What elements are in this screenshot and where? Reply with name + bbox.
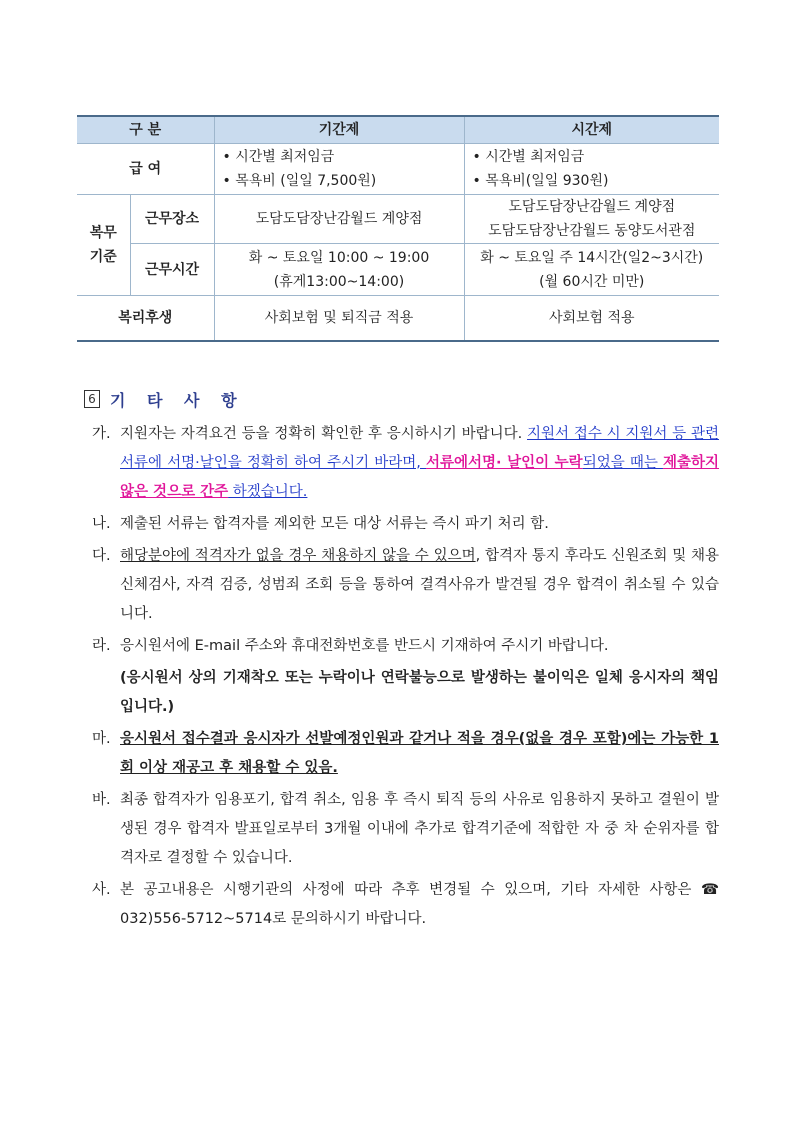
notice-list xyxy=(92,420,719,937)
table-row-workplace xyxy=(77,195,719,244)
workplace-fixed-term-cell: 도담도담장난감월드 계양점 xyxy=(214,195,464,244)
worktime-fixed-line-1: 화 ~ 토요일 10:00 ~ 19:00 xyxy=(248,249,430,266)
row-label-pay: 급 여 xyxy=(77,144,214,195)
pay-part-time-cell xyxy=(464,144,719,195)
worktime-fixed-term-cell xyxy=(214,244,464,296)
list-item-ba xyxy=(92,786,719,873)
pay-part-line-1: • 시간별 최저임금 xyxy=(472,149,585,165)
workplace-part-time-cell xyxy=(464,195,719,244)
workplace-part-line-2: 도담도담장난감월드 동양도서관점 xyxy=(488,223,696,239)
item-ga-text-5: 제출하지 않은 것으로 간주 xyxy=(120,455,719,500)
pay-fixed-term-cell xyxy=(214,144,464,195)
item-ga-text-6: 하겠습니다. xyxy=(228,484,308,500)
welfare-part-time-cell: 사회보험 적용 xyxy=(464,296,719,342)
item-ra-note-text: (응시원서 상의 기재착오 또는 누락이나 연락불능으로 발생하는 불이익은 일체 응시자의 책임입니다.) xyxy=(120,670,719,715)
header-part-time: 시간제 xyxy=(464,116,719,144)
list-item-na xyxy=(92,510,719,539)
telephone-icon: ☎ xyxy=(700,882,719,898)
list-item-ra xyxy=(92,632,719,661)
item-marker: 가. xyxy=(92,426,111,442)
section-title: 기 타 사 항 xyxy=(110,390,245,410)
item-da-text-2: , 합격자 통지 후라도 신원조회 및 채용신체검사, 자격 검증, 성범죄 조회 등을 통하여 결격사유가 발견될 경우 합격이 취소될 수 있습니다. xyxy=(120,548,719,622)
item-da-text-1: 해당분야에 적격자가 없을 경우 채용하지 않을 수 있으며 xyxy=(120,548,476,564)
table-row-pay xyxy=(77,144,719,195)
item-ga-text-1: 지원자는 자격요건 등을 정확히 확인한 후 응시하시기 바랍니다. xyxy=(120,426,528,442)
worktime-part-line-1: 화 ~ 토요일 주 14시간(일2~3시간) xyxy=(480,249,704,266)
table-row-welfare xyxy=(77,296,719,342)
table-header-row xyxy=(77,116,719,144)
list-item-ma xyxy=(92,725,719,783)
worktime-part-line-2: (월 60시간 미만) xyxy=(539,273,645,290)
item-ra-text: 응시원서에 E-mail 주소와 휴대전화번호를 반드시 기재하여 주시기 바랍니다. xyxy=(120,638,609,654)
service-label-line-1: 복무 xyxy=(89,225,117,241)
row-label-welfare: 복리후생 xyxy=(77,296,214,342)
pay-fixed-line-1: • 시간별 최저임금 xyxy=(222,149,335,165)
section-number-box: 6 xyxy=(84,390,100,408)
header-fixed-term: 기간제 xyxy=(214,116,464,144)
item-ga-text-3: 서류에서명· 날인이 누락 xyxy=(426,455,583,471)
worktime-fixed-line-2: (휴게13:00~14:00) xyxy=(273,273,405,290)
item-marker: 나. xyxy=(92,516,111,532)
list-item-sa xyxy=(92,876,719,934)
item-marker: 라. xyxy=(92,638,111,654)
table-row-worktime xyxy=(77,244,719,296)
item-ga-text-2: 지원서 접수 시 지원서 등 관련 서류에 서명·날인을 정확히 하여 주시기 바라며, xyxy=(120,426,719,471)
pay-part-line-2: • 목욕비(일일 930원) xyxy=(472,173,609,189)
pay-fixed-line-2: • 목욕비 (일일 7,500원) xyxy=(222,173,377,189)
item-sa-text-1: 본 공고내용은 시행기관의 사정에 따라 추후 변경될 수 있으며, 기타 자세한 사항은 xyxy=(120,882,701,898)
row-label-worktime: 근무시간 xyxy=(130,244,214,296)
item-marker: 마. xyxy=(92,731,111,747)
header-category: 구 분 xyxy=(77,116,214,144)
list-item-ra-note xyxy=(92,664,719,722)
service-label-line-2: 기준 xyxy=(89,249,117,265)
list-item-da xyxy=(92,542,719,629)
item-sa-text-2: 032)556-5712~5714로 문의하시기 바랍니다. xyxy=(120,911,427,927)
employment-conditions-table xyxy=(77,115,719,342)
item-na-text: 제출된 서류는 합격자를 제외한 모든 대상 서류는 즉시 파기 처리 함. xyxy=(120,516,549,532)
item-ma-text: 응시원서 접수결과 응시자가 선발예정인원과 같거나 적을 경우(없을 경우 포함)에는 가능한 1회 이상 재공고 후 채용할 수 있음. xyxy=(120,731,719,776)
item-marker: 바. xyxy=(92,792,111,808)
workplace-part-line-1: 도담도담장난감월드 계양점 xyxy=(508,199,676,215)
welfare-fixed-term-cell: 사회보험 및 퇴직금 적용 xyxy=(214,296,464,342)
row-label-service-standard xyxy=(77,195,130,296)
item-marker: 사. xyxy=(92,882,111,898)
list-item-ga xyxy=(92,420,719,507)
item-ga-text-4: 되었을 때는 xyxy=(582,455,663,471)
item-marker: 다. xyxy=(92,548,111,564)
row-label-workplace: 근무장소 xyxy=(130,195,214,244)
worktime-part-time-cell xyxy=(464,244,719,296)
item-ba-text: 최종 합격자가 임용포기, 합격 취소, 임용 후 즉시 퇴직 등의 사유로 임용하지 못하고 결원이 발생된 경우 합격자 발표일로부터 3개월 이내에 추가로 합격기준에 적합한 자 중 차 순위자를 합격자로 결정할 수 있습니다. xyxy=(120,792,719,866)
section-heading xyxy=(84,388,245,410)
